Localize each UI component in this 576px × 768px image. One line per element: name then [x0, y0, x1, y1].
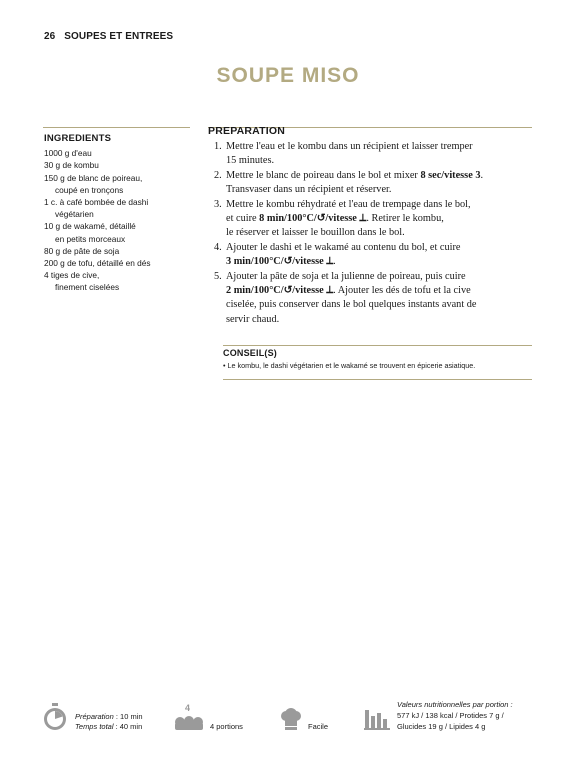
ingredient-item: 80 g de pâte de soja [44, 245, 120, 256]
ingredient-item: 150 g de blanc de poireau, coupé en tronçons [44, 172, 143, 195]
portions: 4 portions [210, 722, 243, 731]
preparation-step: 2. Mettre le blanc de poireau dans le bol et mixer 8 sec/vitesse 3. Transvaser dans un récipient et réserver. [214, 169, 484, 196]
tip-section [223, 348, 532, 370]
preparation-step: 4. Ajouter le dashi et le wakamé au contenu du bol, et cuire 3 min/100°C/↺/vitesse ⟂. [214, 241, 461, 268]
nutrition-chart-icon [364, 706, 390, 730]
preparation-step: 5. Ajouter la pâte de soja et la julienne de poireau, puis cuire 2 min/100°C/↺/vitesse ⟂. Ajouter les dés de tofu et la cive ciselée, puis conserver dans le bol quelques instants avant de servir chaud. [214, 270, 477, 325]
tip-divider-top [223, 345, 532, 346]
ingredients-divider [43, 127, 190, 128]
nutrition-line-1: 577 kJ / 138 kcal / Protides 7 g / [397, 711, 504, 720]
difficulty: Facile [308, 722, 329, 731]
nutrition-line-2: Glucides 19 g / Lipides 4 g [397, 722, 486, 731]
tip-divider-bottom [223, 379, 532, 380]
tip-text: • Le kombu, le dashi végétarien et le wakamé se trouvent en épicerie asiatique. [223, 361, 476, 370]
total-time: Temps total : 40 min [75, 722, 143, 731]
persons-number: 4 [185, 703, 191, 713]
nutrition-title: Valeurs nutritionnelles par portion : [397, 700, 513, 709]
section-title: SOUPES ET ENTREES [64, 31, 174, 42]
recipe-title: SOUPE MISO [216, 64, 360, 87]
ingredient-item: 1 c. à café bombée de dashi végétarien [44, 197, 149, 220]
preparation-section [208, 125, 528, 327]
ingredient-item: 30 g de kombu [44, 160, 99, 171]
preparation-step: 3. Mettre le kombu réhydraté et l'eau de trempage dans le bol, et cuire 8 min/100°C/↺/vitesse ⟂. Retirer le kombu, le réserver et laisser le bouillon dans le bol. [214, 198, 471, 239]
ingredient-item: 200 g de tofu, détaillé en dés [44, 258, 151, 269]
chef-hat-icon [280, 708, 302, 730]
preparation-step: 1. Mettre l'eau et le kombu dans un récipient et laisser tremper 15 minutes. [214, 141, 473, 167]
recipe-footer [0, 698, 576, 738]
preparation-title: PREPARATION [208, 125, 286, 137]
page-number: 26 [44, 31, 56, 42]
timer-icon [42, 703, 68, 731]
ingredient-item: 1000 g d'eau [44, 148, 92, 159]
ingredients-list [44, 133, 194, 294]
page-header [44, 31, 173, 42]
ingredient-item: 10 g de wakamé, détaillé en petits morceaux [44, 221, 136, 244]
portions-icon [174, 714, 204, 730]
prep-time: Préparation : 10 min [75, 712, 143, 721]
tip-title: CONSEIL(S) [223, 348, 278, 358]
ingredient-item: 4 tiges de cive, finement ciselées [44, 270, 120, 293]
ingredients-title: INGREDIENTS [44, 133, 112, 144]
